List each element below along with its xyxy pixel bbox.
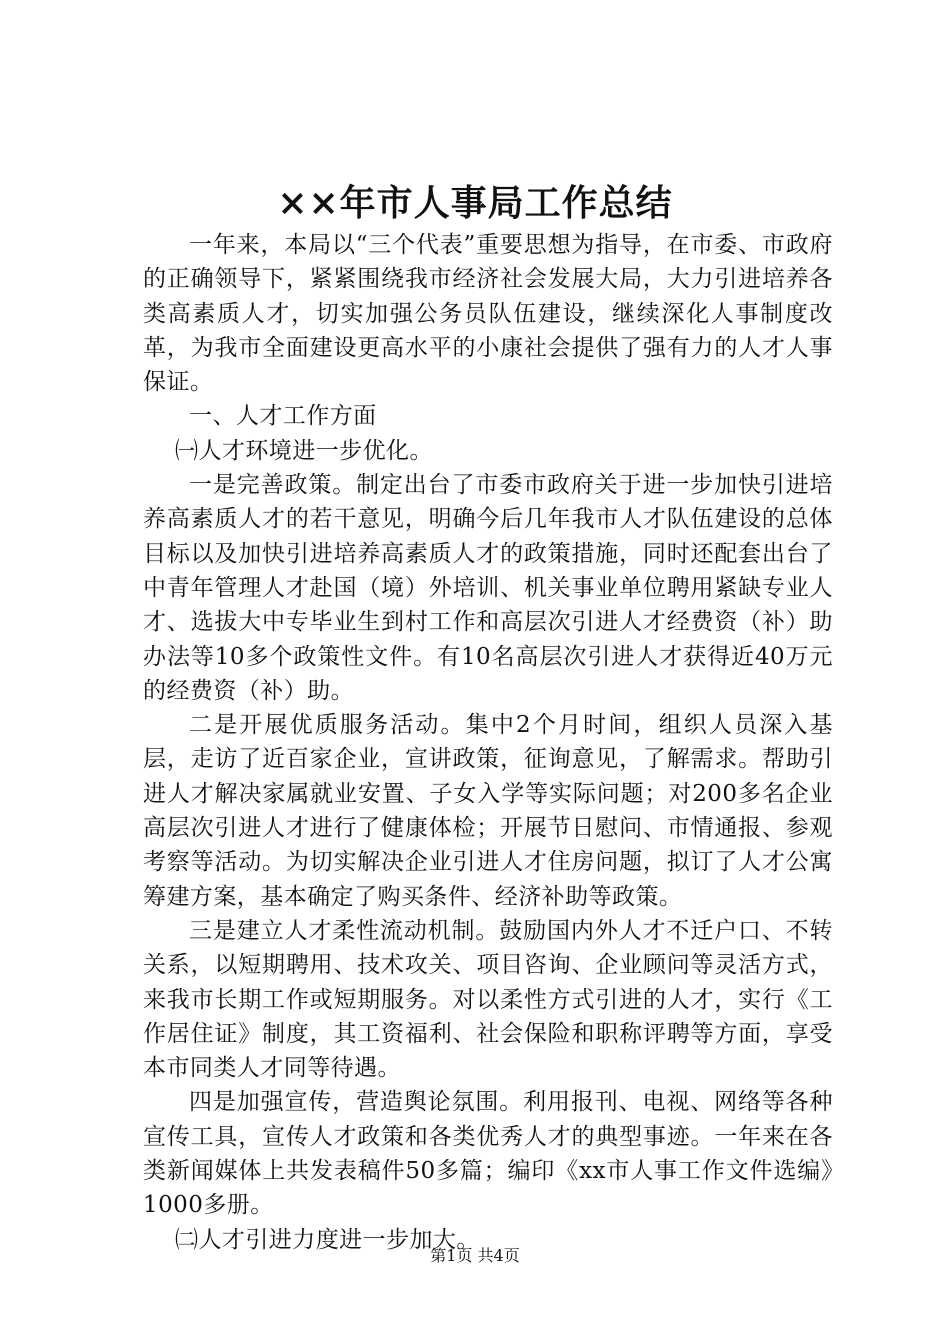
paragraph-flexible-mobility: 三是建立人才柔性流动机制。鼓励国内外人才不迁户口、不转关系，以短期聘用、技术攻关、项目咨询、企业顾问等灵活方式，来我市长期工作或短期服务。对以柔性方式引进的人才，实行《工作居住证》制度，其工资福利、社会保险和职称评聘等方面，享受本市同类人才同等待遇。 [143, 917, 833, 1082]
page-footer: 第1页 共4页 [430, 1246, 520, 1265]
paragraph-service: 二是开展优质服务活动。集中2个月时间，组织人员深入基层，走访了近百家企业，宣讲政策，征询意见，了解需求。帮助引进人才解决家属就业安置、子女入学等实际问题；对200多名企业高层次引进人才进行了健康体检；开展节日慰问、市情通报、参观考察等活动。为切实解决企业引进人才住房问题，拟订了人才公寓筹建方案，基本确定了购买条件、经济补助等政策。 [143, 712, 833, 910]
paragraph-intro: 一年来，本局以“三个代表”重要思想为指导，在市委、市政府的正确领导下，紧紧围绕我市经济社会发展大局，大力引进培养各类高素质人才，切实加强公务员队伍建设，继续深化人事制度改革，为我市全面建设更高水平的小康社会提供了强有力的人才人事保证。 [143, 232, 833, 396]
section-heading-talent-work: 一、人才工作方面 [189, 403, 377, 430]
subsection-heading-environment: ㈠人才环境进一步优化。 [175, 437, 433, 464]
document-body [143, 228, 833, 1257]
subsection-heading-introduction: ㈡人才引进力度进一步加大。 [175, 1226, 480, 1253]
paragraph-publicity: 四是加强宣传，营造舆论氛围。利用报刊、电视、网络等各种宣传工具，宣传人才政策和各类优秀人才的典型事迹。一年来在各类新闻媒体上共发表稿件50多篇；编印《xx市人事工作文件选编》1000多册。 [143, 1089, 833, 1219]
page-title: ××年市人事局工作总结 [277, 182, 673, 224]
paragraph-policy: 一是完善政策。制定出台了市委市政府关于进一步加快引进培养高素质人才的若干意见，明确今后几年我市人才队伍建设的总体目标以及加快引进培养高素质人才的政策措施，同时还配套出台了中青年管理人才赴国（境）外培训、机关事业单位聘用紧缺专业人才、选拔大中专毕业生到村工作和高层次引进人才经费资（补）助办法等10多个政策性文件。有10名高层次引进人才获得近40万元的经费资（补）助。 [143, 472, 833, 704]
